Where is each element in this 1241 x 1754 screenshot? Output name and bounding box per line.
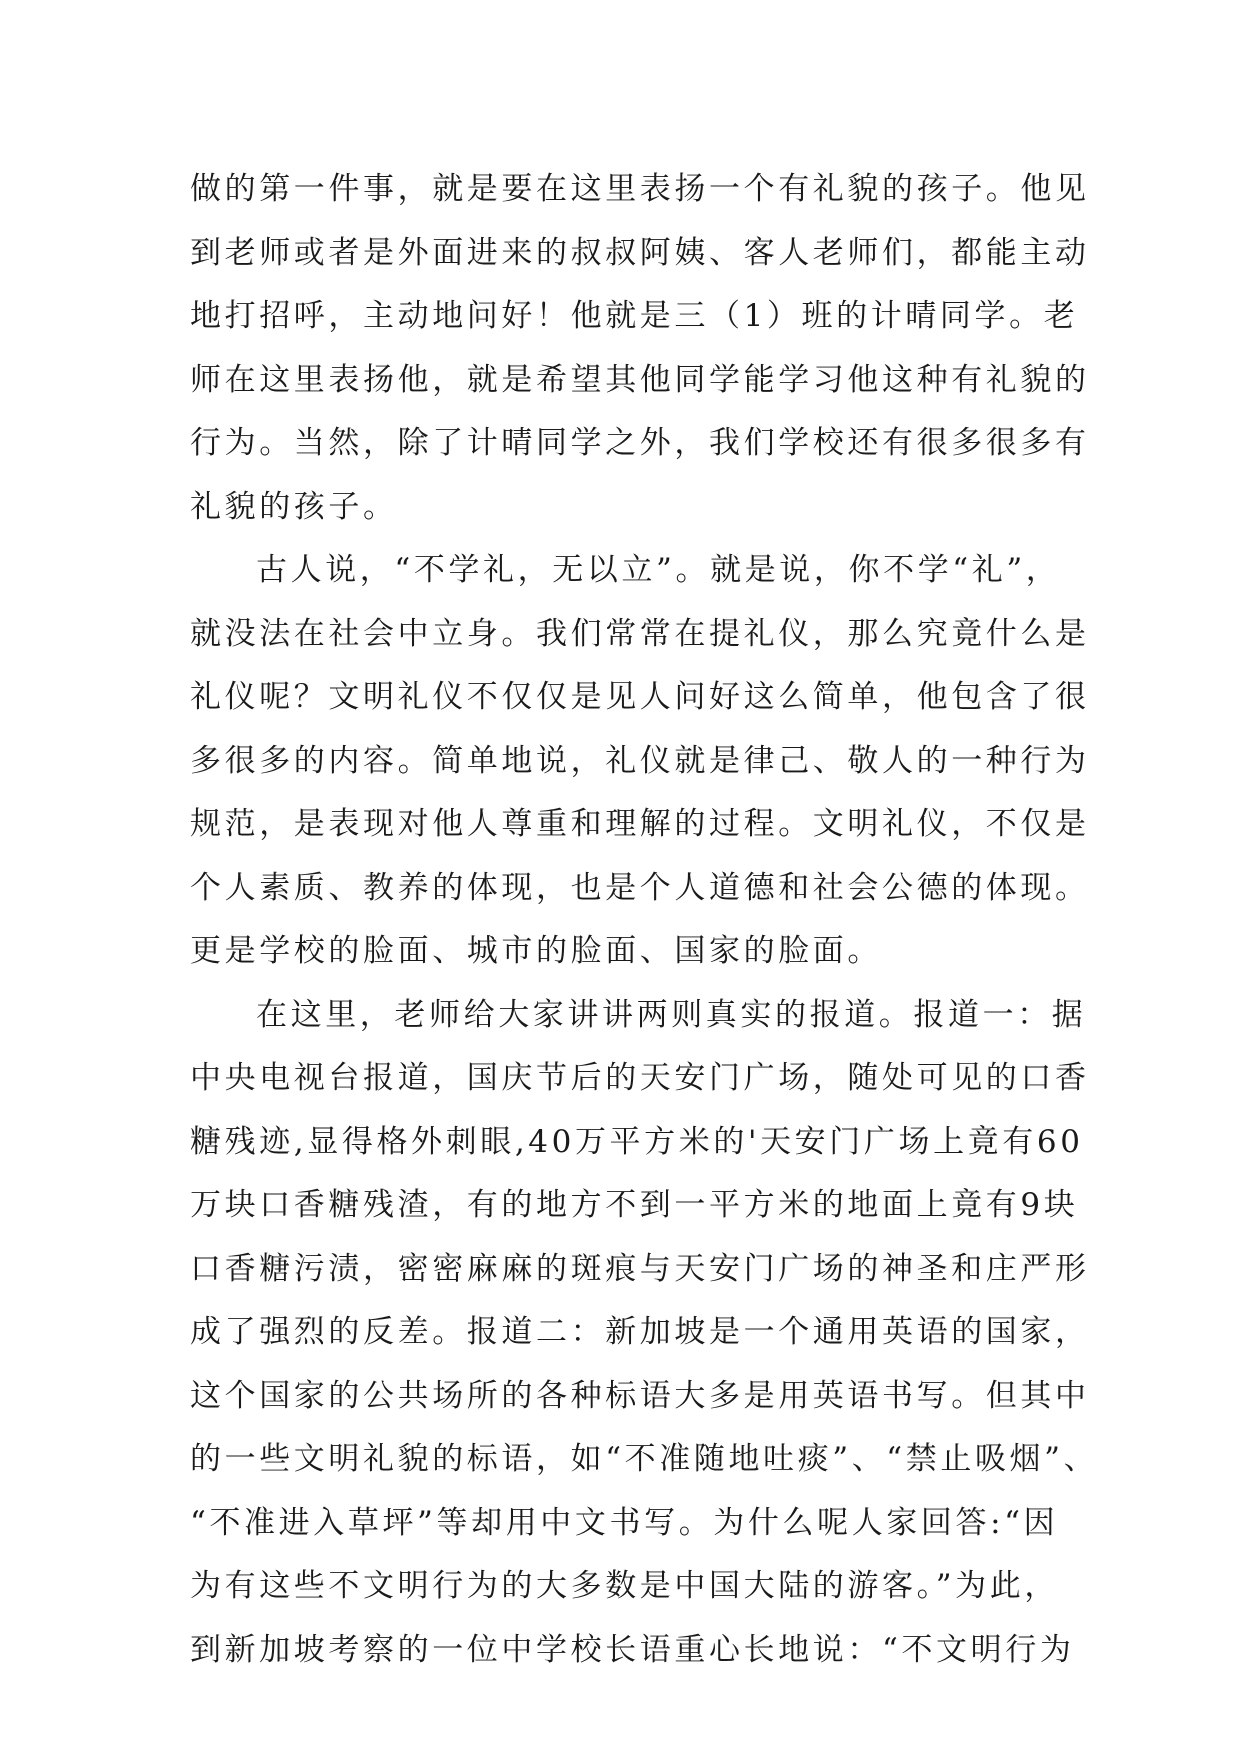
text-line: 这个国家的公共场所的各种标语大多是用英语书写。但其中: [190, 1377, 1090, 1414]
text-line: 规范，是表现对他人尊重和理解的过程。文明礼仪，不仅是: [190, 806, 1090, 842]
text-line: 地打招呼，主动地问好！他就是三（1）班的计晴同学。老: [190, 298, 1079, 334]
text-line: 做的第一件事，就是要在这里表扬一个有礼貌的孩子。他见: [190, 171, 1090, 207]
text-line: 到新加坡考察的一位中学校长语重心长地说：“不文明行为: [190, 1631, 1075, 1668]
text-line: 行为。当然，除了计晴同学之外，我们学校还有很多很多有: [190, 425, 1090, 461]
text-line: 成了强烈的反差。报道二：新加坡是一个通用英语的国家，: [190, 1314, 1090, 1350]
text-line: “不准进入草坪”等却用中文书写。为什么呢人家回答:“因: [190, 1504, 1059, 1541]
text-line: 为有这些不文明行为的大多数是中国大陆的游客。”为此，: [190, 1568, 1059, 1604]
text-line: 口香糖污渍，密密麻麻的斑痕与天安门广场的神圣和庄严形: [190, 1250, 1090, 1287]
text-line: 就没法在社会中立身。我们常常在提礼仪，那么究竟什么是: [190, 615, 1090, 652]
text-line: 到老师或者是外面进来的叔叔阿姨、客人老师们，都能主动: [190, 234, 1090, 271]
text-line: 礼貌的孩子。: [190, 488, 398, 525]
text-line: 的一些文明礼貌的标语，如“不准随地吐痰”、“禁止吸烟”、: [190, 1441, 1099, 1477]
text-line: 中央电视台报道，国庆节后的天安门广场，随处可见的口香: [190, 1060, 1090, 1096]
text-line: 更是学校的脸面、城市的脸面、国家的脸面。: [190, 933, 882, 969]
text-line: 糖残迹,显得格外刺眼,40万平方米的'天安门广场上竟有60: [190, 1123, 1084, 1160]
text-line: 多很多的内容。简单地说，礼仪就是律己、敬人的一种行为: [190, 742, 1090, 779]
text-line: 万块口香糖残渣，有的地方不到一平方米的地面上竟有9块: [190, 1187, 1079, 1223]
paragraph-first-line: 在这里，老师给大家讲讲两则真实的报道。报道一：据: [256, 996, 1087, 1033]
body-text: [190, 158, 1099, 1682]
paragraph-first-line: 古人说，“不学礼，无以立”。就是说，你不学“礼”，: [256, 552, 1061, 588]
text-line: 个人素质、教养的体现，也是个人道德和社会公德的体现。: [190, 869, 1090, 906]
text-line: 师在这里表扬他，就是希望其他同学能学习他这种有礼貌的: [190, 361, 1090, 398]
text-line: 礼仪呢？文明礼仪不仅仅是见人问好这么简单，他包含了很: [190, 679, 1090, 715]
